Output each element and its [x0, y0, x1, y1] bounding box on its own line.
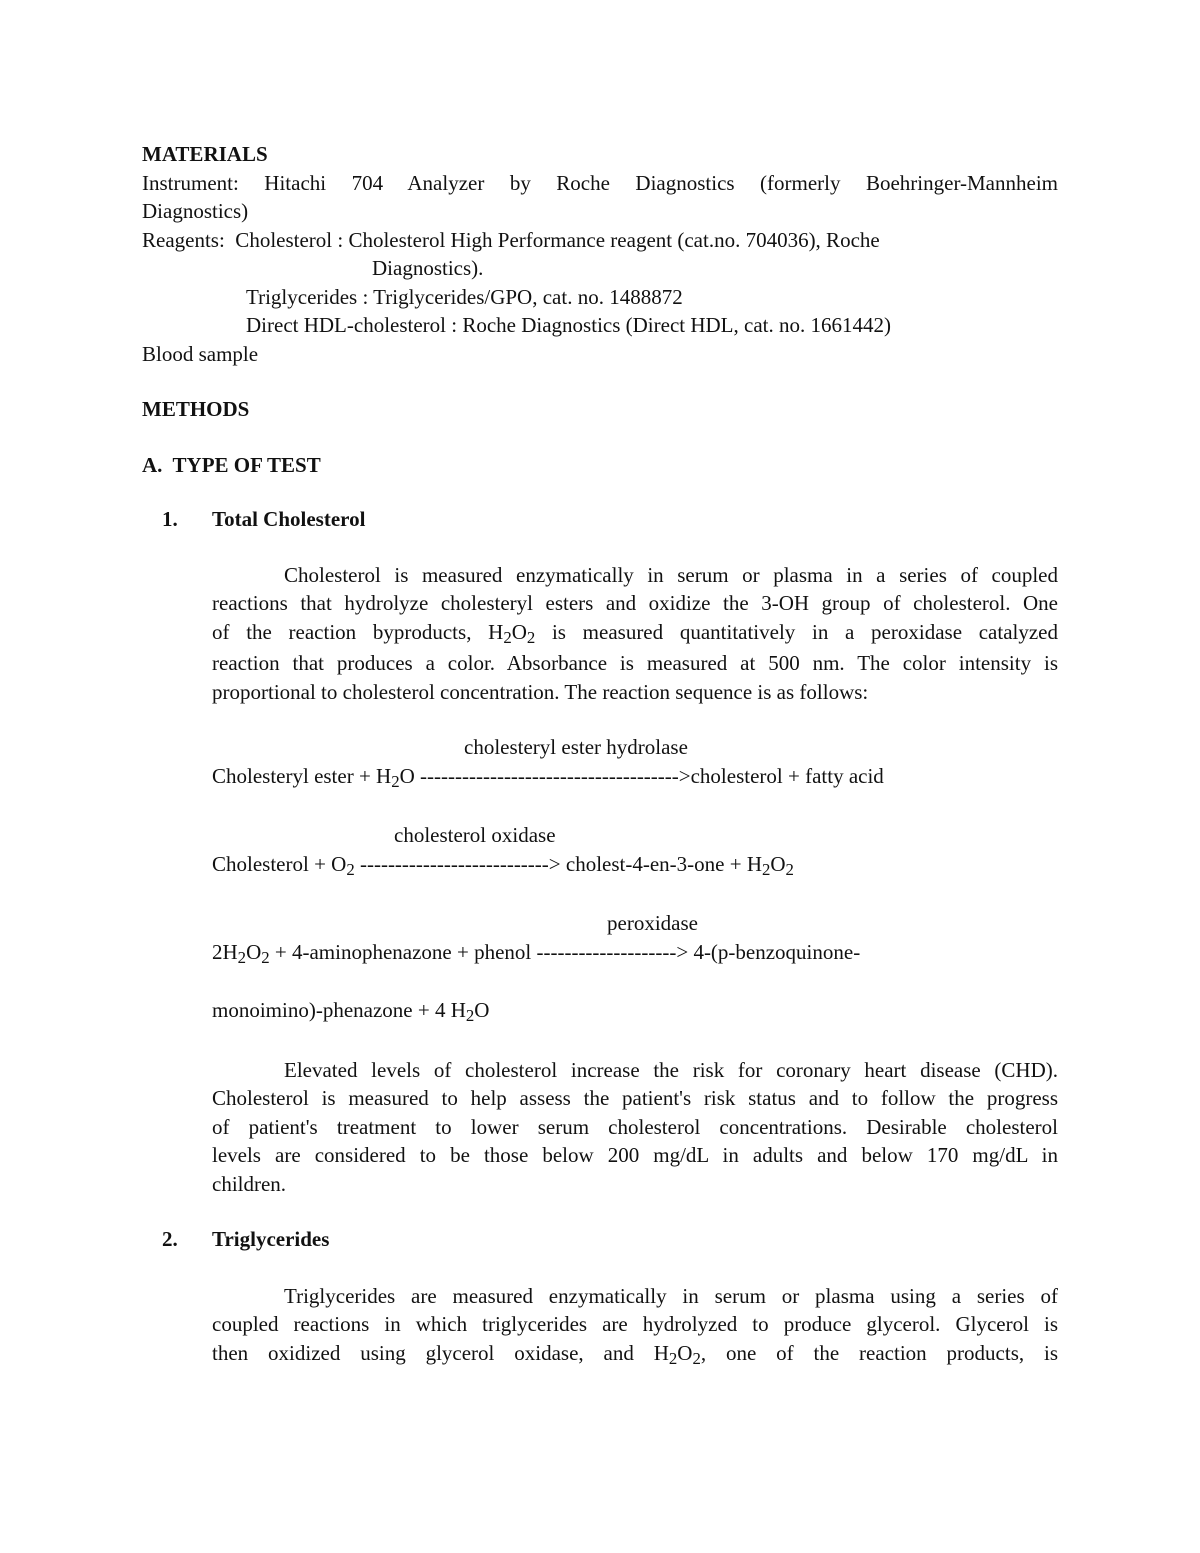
para-line: then oxidized using glycerol oxidase, and $H_2O_2$, one of the reaction products, is — [212, 1340, 1058, 1368]
paragraph-triglycerides-method — [212, 1282, 1058, 1368]
document-page — [142, 140, 1058, 1367]
para-line: Triglycerides are measured enzymatically in serum or plasma using a series of — [284, 1283, 1058, 1308]
item-1-heading — [142, 505, 1058, 534]
materials-heading: MATERIALS — [142, 142, 268, 166]
section-a-heading: A. TYPE OF TEST — [142, 452, 321, 477]
reaction-3 — [212, 909, 1058, 1025]
instrument-line: Instrument: Hitachi 704 Analyzer by Roche Diagnostics (formerly Boehringer-Mannheim — [142, 170, 1058, 195]
reagent-triglycerides: Triglycerides : Triglycerides/GPO, cat. no. 1488872 — [246, 284, 683, 309]
reagents-line: Reagents: Cholesterol : Cholesterol High Performance reagent (cat.no. 704036), Roche — [142, 227, 880, 252]
methods-heading: METHODS — [142, 397, 250, 421]
paragraph-cholesterol-risk — [212, 1056, 1058, 1199]
para-line: children. — [212, 1171, 287, 1196]
reaction-1-enzyme: cholesteryl ester hydrolase — [464, 735, 688, 759]
item-2-number: 2. — [162, 1227, 178, 1251]
reagents-line-cont: Diagnostics). — [372, 256, 484, 280]
item-2-title: Triglycerides — [212, 1227, 330, 1251]
reaction-1 — [212, 733, 1058, 790]
item-1-title: Total Cholesterol — [212, 507, 366, 531]
item-2-heading — [142, 1225, 1058, 1254]
reagent-hdl: Direct HDL-cholesterol : Roche Diagnostics (Direct HDL, cat. no. 1661442) — [246, 313, 891, 337]
para-line: of patient's treatment to lower serum cholesterol concentrations. Desirable cholesterol — [212, 1114, 1058, 1139]
item-1-number: 1. — [162, 507, 178, 531]
triglycerides-section — [212, 1282, 1058, 1368]
para-line: proportional to cholesterol concentration. The reaction sequence is as follows: — [212, 679, 869, 704]
reaction-2-equation: Cholesterol + $O_2$ ---------------------------> cholest-4-en-3-one + $H_2O_2$ — [212, 851, 794, 879]
reaction-3-equation: $2H_2O_2$ + 4-aminophenazone + phenol --------------------> 4-(p-benzoquinone- — [212, 939, 861, 967]
reaction-3-equation-cont: monoimino)-phenazone + 4 $H_2O$ — [212, 998, 490, 1026]
blood-sample: Blood sample — [142, 341, 259, 366]
reaction-3-enzyme: peroxidase — [607, 911, 698, 935]
para-line: levels are considered to be those below 200 mg/dL in adults and below 170 mg/dL in — [212, 1143, 1058, 1167]
instrument-line-cont: Diagnostics) — [142, 199, 249, 223]
paragraph-cholesterol-method — [212, 561, 1058, 707]
reaction-1-equation: Cholesteryl ester + $H_2O$ ------------------------------------->cholesterol + fatty acid — [212, 763, 884, 791]
para-line: reaction that produces a color. Absorbance is measured at 500 nm. The color intensity is — [212, 651, 1058, 675]
reaction-2-enzyme: cholesterol oxidase — [394, 823, 556, 847]
para-line: Cholesterol is measured enzymatically in serum or plasma in a series of coupled — [284, 562, 1058, 587]
para-line: Cholesterol is measured to help assess the patient's risk status and to follow the progress — [212, 1086, 1058, 1110]
para-line: coupled reactions in which triglycerides are hydrolyzed to produce glycerol. Glycerol is — [212, 1312, 1058, 1336]
para-line: Elevated levels of cholesterol increase the risk for coronary heart disease (CHD). — [284, 1057, 1058, 1082]
total-cholesterol-section — [212, 561, 1058, 1199]
reaction-2 — [212, 821, 1058, 878]
para-line: reactions that hydrolyze cholesteryl esters and oxidize the 3-OH group of cholesterol. One — [212, 591, 1058, 615]
para-line: of the reaction byproducts, $H_2O_2$ is measured quantitatively in a peroxidase catalyzed — [212, 619, 1058, 647]
